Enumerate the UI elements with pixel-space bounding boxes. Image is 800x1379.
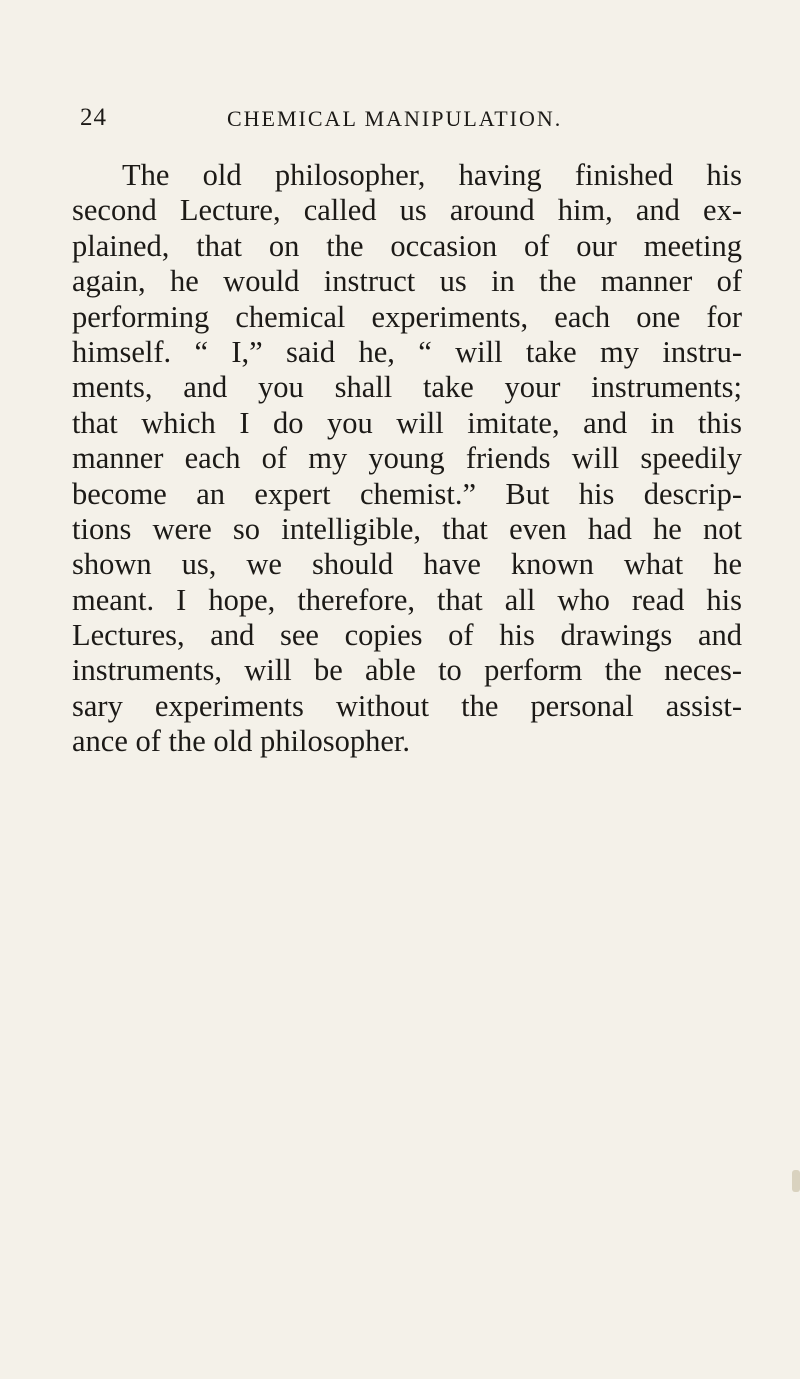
text-line: sary experiments without the personal assist-: [72, 688, 742, 723]
text-line: instruments, will be able to perform the neces-: [72, 653, 742, 688]
text-line: meant. I hope, therefore, that all who read his: [72, 582, 742, 617]
page-edge-mark: [792, 1170, 800, 1192]
text-line: performing chemical experiments, each one for: [72, 299, 742, 334]
text-line: The old philosopher, having finished his: [122, 158, 742, 192]
text-line: again, he would instruct us in the manner of: [72, 264, 742, 299]
text-line: tions were so intelligible, that even had he not: [72, 511, 742, 546]
text-line: second Lecture, called us around him, and ex-: [72, 193, 742, 228]
body-paragraph: [72, 158, 742, 760]
text-line: himself. “ I,” said he, “ will take my instru-: [72, 334, 742, 369]
text-line: manner each of my young friends will speedily: [72, 441, 742, 476]
page-header: [80, 104, 720, 138]
text-line: Lectures, and see copies of his drawings and: [72, 618, 742, 653]
text-line: shown us, we should have known what he: [72, 547, 742, 582]
text-line: that which I do you will imitate, and in this: [72, 405, 742, 440]
text-line: ments, and you shall take your instruments;: [72, 370, 742, 405]
running-title: CHEMICAL MANIPULATION.: [227, 106, 563, 131]
text-line: ance of the old philosopher.: [72, 724, 410, 759]
text-line: become an expert chemist.” But his descrip-: [72, 476, 742, 511]
page-number: 24: [80, 104, 107, 131]
text-line: plained, that on the occasion of our meeting: [72, 228, 742, 263]
